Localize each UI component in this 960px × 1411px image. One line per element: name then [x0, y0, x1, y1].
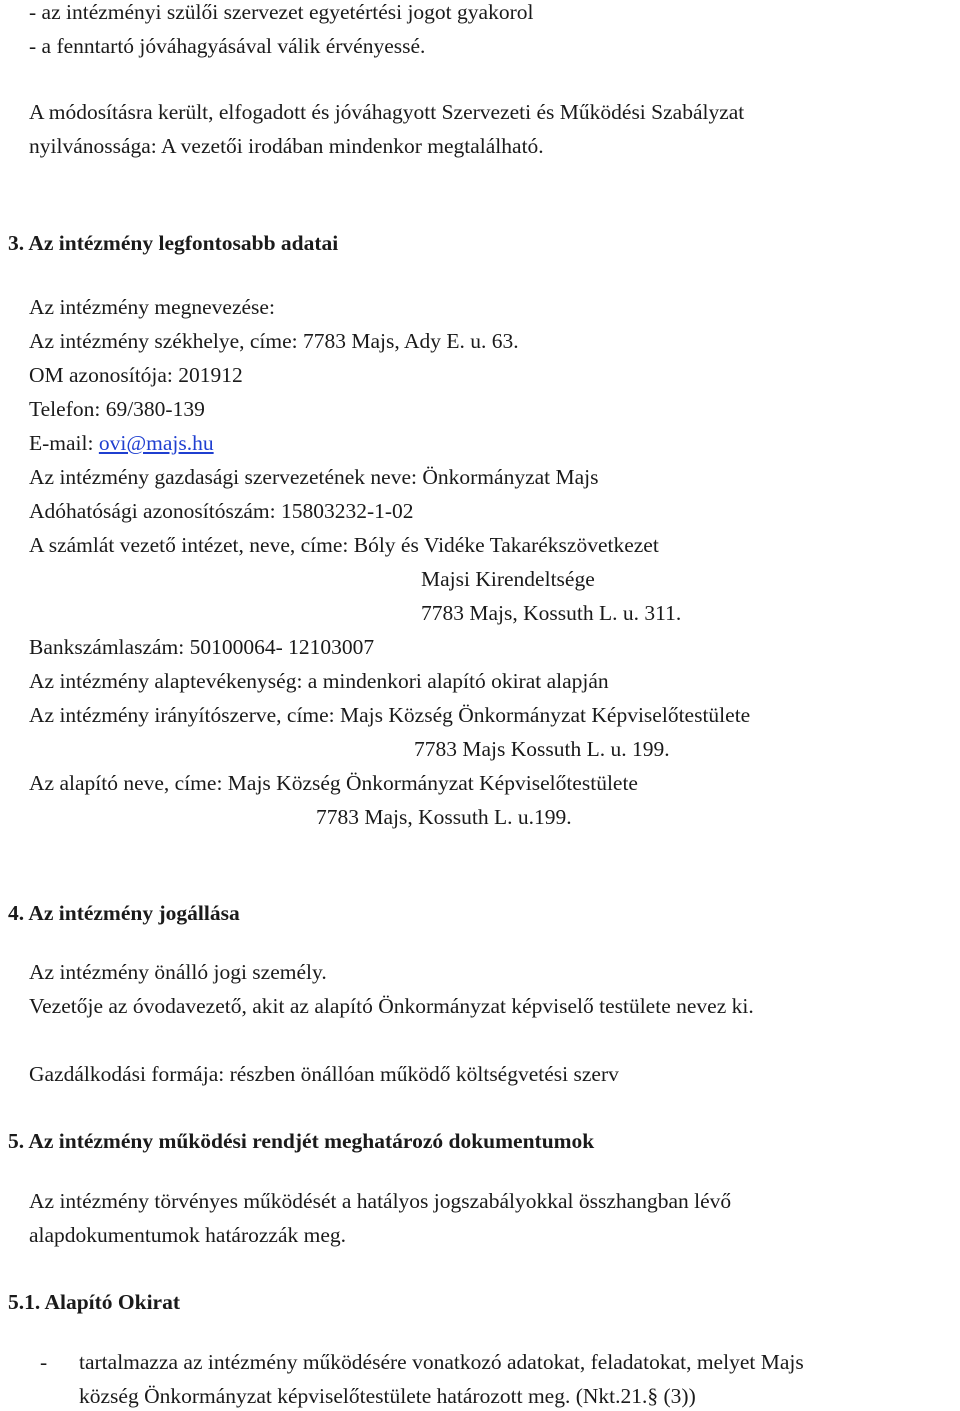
bullet-line-2: község Önkormányzat képviselőtestülete határozott meg. (Nkt.21.§ (3)) [79, 1384, 696, 1408]
section-5-heading: 5. Az intézmény működési rendjét meghatározó dokumentumok [8, 1129, 595, 1153]
top-line-4: nyilvánossága: A vezetői irodában mindenkor megtalálható. [29, 134, 544, 158]
bullet-dash: - [40, 1350, 48, 1374]
bank-institution: A számlát vezető intézet, neve, címe: Bóly és Vidéke Takarékszövetkezet [29, 533, 659, 557]
phone: Telefon: 69/380-139 [29, 397, 205, 421]
bank-account: Bankszámlaszám: 50100064- 12103007 [29, 635, 375, 659]
founder: Az alapító neve, címe: Majs Község Önkormányzat Képviselőtestülete [29, 771, 638, 795]
section-5-line-2: alapdokumentumok határozzák meg. [29, 1223, 347, 1247]
economic-organization: Az intézmény gazdasági szervezetének neve: Önkormányzat Majs [29, 465, 599, 489]
legal-status-line-2: Vezetője az óvodavezető, akit az alapító Önkormányzat képviselő testülete nevez ki. [29, 994, 754, 1018]
institution-address: Az intézmény székhelye, címe: 7783 Majs, Ady E. u. 63. [29, 329, 519, 353]
om-id: OM azonosítója: 201912 [29, 363, 243, 387]
section-3-heading: 3. Az intézmény legfontosabb adatai [8, 231, 339, 255]
top-line-1: - az intézményi szülői szervezet egyetértési jogot gyakorol [29, 0, 534, 24]
institution-name-label: Az intézmény megnevezése: [29, 295, 275, 319]
email-line [29, 433, 214, 455]
legal-status-line-3: Gazdálkodási formája: részben önállóan működő költségvetési szerv [29, 1062, 619, 1086]
legal-status-line-1: Az intézmény önálló jogi személy. [29, 960, 327, 984]
founder-address: 7783 Majs, Kossuth L. u.199. [316, 805, 572, 829]
tax-id: Adóhatósági azonosítószám: 15803232-1-02 [29, 499, 414, 523]
top-line-3: A módosításra került, elfogadott és jóváhagyott Szervezeti és Működési Szabályzat [29, 100, 745, 124]
top-line-2: - a fenntartó jóváhagyásával válik érvényessé. [29, 34, 426, 58]
bank-address: 7783 Majs, Kossuth L. u. 311. [421, 601, 682, 625]
main-activity: Az intézmény alaptevékenység: a mindenkori alapító okirat alapján [29, 669, 609, 693]
email-link[interactable]: ovi@majs.hu [98, 431, 214, 455]
bullet-line-1: tartalmazza az intézmény működésére vonatkozó adatokat, feladatokat, melyet Majs [79, 1350, 804, 1374]
section-4-heading: 4. Az intézmény jogállása [8, 901, 240, 925]
governing-body: Az intézmény irányítószerve, címe: Majs Község Önkormányzat Képviselőtestülete [29, 703, 751, 727]
bank-branch: Majsi Kirendeltsége [421, 567, 595, 591]
governing-body-address: 7783 Majs Kossuth L. u. 199. [414, 737, 670, 761]
section-5-line-1: Az intézmény törvényes működését a hatályos jogszabályokkal összhangban lévő [29, 1189, 732, 1213]
section-5-1-heading: 5.1. Alapító Okirat [8, 1290, 181, 1314]
email-label: E-mail: [29, 431, 99, 455]
